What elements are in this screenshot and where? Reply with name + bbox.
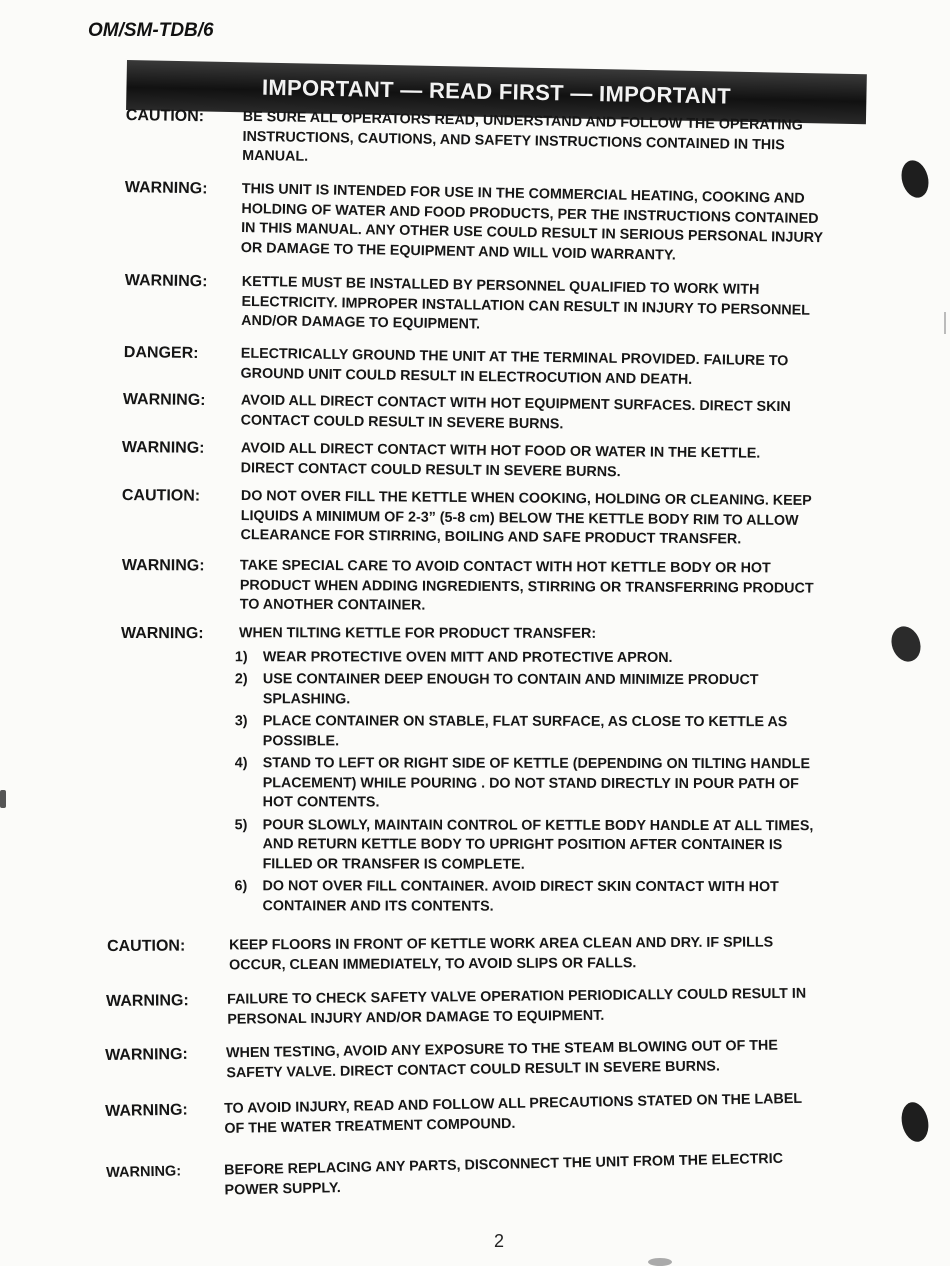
list-item	[235, 648, 829, 669]
notice-label: CAUTION:	[125, 106, 205, 126]
scan-speck	[0, 790, 6, 808]
step-text: DO NOT OVER FILL CONTAINER. AVOID DIRECT SKIN CONTACT WITH HOT CONTAINER AND ITS CONTENTS.	[262, 878, 779, 915]
notice-label: WARNING:	[122, 390, 206, 410]
step-number: 5)	[234, 816, 248, 833]
list-item	[235, 670, 829, 710]
notice-label: WARNING:	[124, 271, 208, 291]
notice-text: FAILURE TO CHECK SAFETY VALVE OPERATION PERIODICALLY COULD RESULT IN PERSONAL INJURY AND/OR DAMAGE TO EQUIPMENT.	[227, 985, 807, 1028]
list-item	[235, 712, 829, 752]
scan-speck	[648, 1258, 672, 1266]
document-code: OM/SM-TDB/6	[88, 20, 214, 41]
tilting-intro: WHEN TILTING KETTLE FOR PRODUCT TRANSFER:	[238, 625, 597, 642]
notice-warning-tilting	[120, 624, 829, 920]
list-item	[235, 754, 829, 814]
tilting-steps	[234, 648, 828, 918]
notice-danger-ground	[123, 343, 820, 392]
notice-label: CAUTION:	[107, 937, 186, 955]
notice-text: KETTLE MUST BE INSTALLED BY PERSONNEL QUALIFIED TO WORK WITH ELECTRICITY. IMPROPER INSTALLATION CAN RESULT IN INJURY TO PERSONNEL AND/OR DAMAGE TO EQUIPMENT.	[241, 273, 810, 333]
notice-text: BEFORE REPLACING ANY PARTS, DISCONNECT THE UNIT FROM THE ELECTRIC POWER SUPPLY.	[223, 1150, 784, 1199]
step-number: 3)	[234, 713, 248, 730]
notice-text: THIS UNIT IS INTENDED FOR USE IN THE COMMERCIAL HEATING, COOKING AND HOLDING OF WATER AND FOOD PRODUCTS, PER THE INSTRUCTIONS CONTAINED IN THIS MANUAL. ANY OTHER USE COULD RESULT IN SERIOUS PERSONAL INJURY OR DAMAGE TO THE EQUIPMENT AND WILL VOID WARRANTY.	[240, 181, 823, 264]
notice-warning-installation	[124, 271, 837, 341]
notice-label: WARNING:	[121, 438, 205, 457]
notice-label: WARNING:	[105, 1045, 188, 1064]
notice-text: AVOID ALL DIRECT CONTACT WITH HOT FOOD OR WATER IN THE KETTLE. DIRECT CONTACT COULD RESULT IN SEVERE BURNS.	[240, 440, 761, 480]
step-number: 4)	[234, 755, 248, 772]
notice-label: WARNING:	[106, 1163, 182, 1181]
step-text: POUR SLOWLY, MAINTAIN CONTROL OF KETTLE BODY HANDLE AT ALL TIMES, AND RETURN KETTLE BODY TO UPRIGHT POSITION AFTER CONTAINER IS FILLED OR TRANSFER IS COMPLETE.	[262, 816, 814, 873]
banner-title: IMPORTANT — READ FIRST — IMPORTANT	[261, 74, 732, 109]
notice-text: ELECTRICALLY GROUND THE UNIT AT THE TERMINAL PROVIDED. FAILURE TO GROUND UNIT COULD RESULT IN ELECTROCUTION AND DEATH.	[240, 345, 789, 388]
list-item	[234, 877, 828, 917]
scan-speck	[944, 312, 946, 334]
step-text: PLACE CONTAINER ON STABLE, FLAT SURFACE, AS CLOSE TO KETTLE AS POSSIBLE.	[262, 713, 788, 749]
page-number: 2	[494, 1231, 505, 1251]
notice-label: WARNING:	[105, 1101, 188, 1120]
step-number: 1)	[234, 648, 248, 665]
notice-text: BE SURE ALL OPERATORS READ, UNDERSTAND AND FOLLOW THE OPERATING INSTRUCTIONS, CAUTIONS, AND SAFETY INSTRUCTIONS CONTAINED IN THIS MANUAL.	[242, 108, 803, 165]
notice-text: TAKE SPECIAL CARE TO AVOID CONTACT WITH HOT KETTLE BODY OR HOT PRODUCT WHEN ADDING INGREDIENTS, STIRRING OR TRANSFERRING PRODUCT TO ANOTHER CONTAINER.	[239, 557, 814, 614]
list-item	[235, 816, 829, 876]
notice-label: WARNING:	[121, 557, 205, 575]
notice-caution-overfill	[121, 486, 840, 551]
notice-label: WARNING:	[106, 992, 189, 1010]
notice-caution-read-manual	[125, 106, 833, 176]
notice-warning-hot-food	[122, 438, 801, 484]
notice-warning-water-treatment	[105, 1090, 810, 1141]
notice-label: CAUTION:	[121, 486, 201, 505]
notice-text: TO AVOID INJURY, READ AND FOLLOW ALL PRECAUTIONS STATED ON THE LABEL OF THE WATER TREATMENT COMPOUND.	[223, 1090, 802, 1137]
notice-text	[234, 624, 829, 920]
notice-warning-intended-use	[124, 178, 837, 268]
step-text: WEAR PROTECTIVE OVEN MITT AND PROTECTIVE APRON.	[262, 648, 673, 666]
notice-warning-steam-testing	[105, 1036, 826, 1085]
notice-label: WARNING:	[120, 625, 204, 643]
notice-warning-hot-surfaces	[123, 390, 826, 438]
step-text: USE CONTAINER DEEP ENOUGH TO CONTAIN AND MINIMIZE PRODUCT SPLASHING.	[262, 671, 759, 707]
notice-caution-floors	[107, 933, 819, 976]
notice-warning-special-care	[122, 556, 835, 618]
notice-text: WHEN TESTING, AVOID ANY EXPOSURE TO THE STEAM BLOWING OUT OF THE SAFETY VALVE. DIRECT CONTACT COULD RESULT IN SEVERE BURNS.	[226, 1037, 778, 1081]
notice-warning-safety-valve-check	[106, 984, 837, 1031]
notice-text: KEEP FLOORS IN FRONT OF KETTLE WORK AREA CLEAN AND DRY. IF SPILLS OCCUR, CLEAN IMMEDIATELY, TO AVOID SLIPS OR FALLS.	[229, 934, 774, 973]
step-text: STAND TO LEFT OR RIGHT SIDE OF KETTLE (DEPENDING ON TILTING HANDLE PLACEMENT) WHILE POURING . DO NOT STAND DIRECTLY IN POUR PATH OF HOT CONTENTS.	[262, 755, 811, 811]
notice-warning-disconnect-power	[106, 1149, 840, 1203]
step-number: 6)	[234, 878, 248, 895]
notice-text: DO NOT OVER FILL THE KETTLE WHEN COOKING, HOLDING OR CLEANING. KEEP LIQUIDS A MINIMUM OF 2-3” (5-8 cm) BELOW THE KETTLE BODY RIM TO ALLOW CLEARANCE FOR STIRRING, BOILING AND SAFE PRODUCT TRANSFER.	[240, 488, 812, 548]
notice-label: DANGER:	[123, 343, 199, 363]
notice-label: WARNING:	[124, 178, 208, 198]
step-number: 2)	[234, 671, 248, 688]
notice-text: AVOID ALL DIRECT CONTACT WITH HOT EQUIPMENT SURFACES. DIRECT SKIN CONTACT COULD RESULT IN SEVERE BURNS.	[240, 392, 791, 432]
